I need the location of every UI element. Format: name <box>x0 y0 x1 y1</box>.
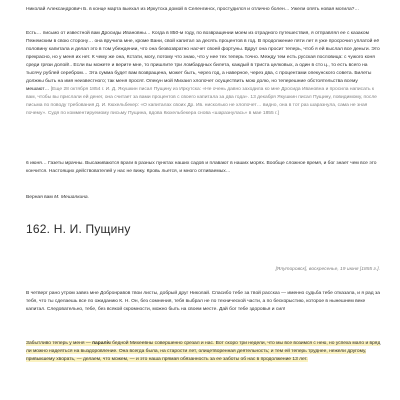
june-paragraph-text: 6 июня… Газеты мрачны. Высаживаются враги в разных пунктах наших садов и плавают в наших морях. Вообще сложное время, и бог знает чем все это кончится. Настоящих действователей у нас не вижу. Кровь льется, и много отливаемых… <box>26 161 377 174</box>
signature-name: М. Мешалкина. <box>54 195 89 200</box>
letter-paragraph-1 <box>26 290 381 314</box>
main-paragraph <box>26 30 381 117</box>
letter-number: 162. <box>26 222 51 236</box>
signature-line <box>26 194 381 202</box>
signature-prefix: Верная вам <box>26 195 53 200</box>
main-paragraph-text: Есть… письмо от известной вам Дросиды Ивановны… Когда в 850-м году, по возвращении моем из отрадного путешествия, я отправлял ее с казаком Пежемским в свою сторону… она вручила мне, кроме Вани, свой капитал за десять процентов в год. В продолжение пяти лет я уже просрочил уплатой её половину капитала и делал это в том убеждении, что она безвозвратно насчет своей фортуны. Вдруг она просит теперь, чтоб я ей выслал все деньги. Это прекрасно, но у меня их нет. К чему же она, Кстати, могу, потому что знаю, что у нее тех теперь точно. Между тем есть русская пословица: с чужого коня среди грязи долой!.. Если вы можете и верите мне, то пришлите три ломбардных билета, каждый в триста целковых, а один в сто ц., то есть всего на тысячу рублей серебром… Эта сумма будет вам возвращена, может быть, через год, а наверное, через два, с процентами опекунского совета. Билеты должны быть на имя неизвестного; так меня просят. Опекун мой Михаил хлопочет осуществить мою долю, но теперешние обстоятельства всему мешают… <box>26 31 380 92</box>
letter-dateline: [Ялуторовск], воскресенье, 19 июня [1855 г.]. <box>275 267 380 272</box>
letter-heading <box>26 222 131 236</box>
letter-addressee: Н. И. Пущину <box>53 222 131 236</box>
june-paragraph <box>26 160 381 176</box>
intro-fragment-paragraph <box>26 6 381 14</box>
intro-fragment-text: Николай Александрович Б. в конце марта выехал из Иркутска домой в Селенгинск, простудился и отлично болен… Ужели опять новая могила?… <box>26 7 360 12</box>
highlighted-bold-word: параліч <box>92 341 111 346</box>
highlighted-text-start: Забытливо теперь у меня — <box>26 341 93 346</box>
letter-paragraph-1-text: В четверг рано утром завез мне Добронравов твои листы, добрый друг Николай. Спасибо тебе за твой рассказ — именно судьба тебе отказала, и я рад за тебя, что ты сделаешь все по ожиданию К. Н. Он, без сомнения, тебя выбрал не по технической части, а по бескорыстию, которое в нынешнем веке капитал. Следовательно, тебе, без всякой скромности, можно быть на своем месте. Дай бог тебе здоровья и сил! <box>26 291 380 312</box>
letter-paragraph-2 <box>26 340 381 364</box>
editorial-reference: [Еще 28 октября 1854 г. И. Д. Якушкин писал Пущину из Иркутска: «Не очень давно заходила ко мне Дросида Ивановна и просила написать к вам, чтобы вы прислали ей денег, она считает за вами процентов с своего капитала за два года». 13 декабря Якушкин писал Пущину, повидимому, после письма по поводу требования Д. И. Кюхельбекер: «О капиталах своих Др. Ив. нисколько не хлопочет… видно, она в тот раз шаразнула, сама не зная почему». Судя по комментируемому письму Пущина, вдова Кюхельбекера снова «шаразнулась» в мае 1855 г.] <box>26 86 377 116</box>
highlighted-text-rest: бедной Михеевны совершенно срезал и нас. Вот скоро три недели, что мы все возимся с нею, но успеха мало и вряд ли можно надеяться на выздоровление. Она всегда была, на старости лет, олицетворенная деятельность; и тем ей теперь труднее, нежели другому, привыкшему хворать, — делаем, что можем, — и это наша прямая обязанность за ее заботы об нас в продолжение 13 лет. <box>26 341 381 362</box>
